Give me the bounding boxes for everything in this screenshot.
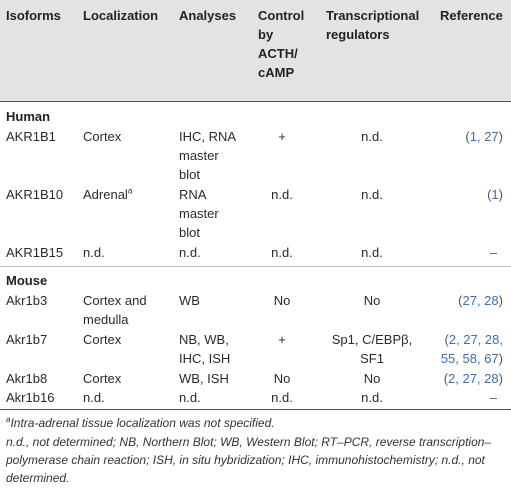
row-transcriptional: n.d.: [361, 245, 383, 260]
row-localization: n.d.: [83, 245, 105, 260]
row-localization: medulla: [83, 312, 129, 327]
row-control: No: [273, 293, 291, 308]
row-localization: n.d.: [83, 390, 105, 405]
row-control: No: [273, 371, 291, 386]
row-analyses: WB, ISH: [179, 371, 229, 386]
reference-link[interactable]: 1: [491, 187, 499, 202]
row-analyses: blot: [179, 225, 200, 240]
row-transcriptional: n.d.: [361, 390, 383, 405]
row-analyses: master: [179, 206, 219, 221]
row-reference: (27, 28): [458, 293, 503, 308]
row-control: +: [278, 332, 286, 347]
table-abbreviations: n.d., not determined; NB, Northern Blot; WB, Western Blot; RT–PCR, reverse transcription–polymerase chain reaction; ISH, in situ hybridization; IHC, immunohistochemistry; n.d., not determined.: [6, 435, 492, 485]
reference-link[interactable]: 27, 28: [462, 293, 499, 308]
row-isoform: AKR1B15: [6, 245, 64, 260]
table-bottom-rule: [0, 409, 511, 410]
reference-link[interactable]: 1, 27: [469, 129, 499, 144]
table-footnote: $^a$Intra-adrenal tissue localization was not specified.: [6, 415, 275, 430]
row-analyses: n.d.: [179, 245, 201, 260]
header-localization: Localization: [83, 8, 159, 23]
row-analyses: WB: [179, 293, 200, 308]
row-control: n.d.: [271, 390, 293, 405]
row-transcriptional: No: [363, 371, 381, 386]
row-transcriptional: n.d.: [361, 187, 383, 202]
row-reference: –: [489, 245, 497, 260]
row-reference: (1): [487, 187, 503, 202]
row-isoform: AKR1B10: [6, 187, 64, 202]
row-analyses: blot: [179, 167, 200, 182]
header-transcriptional-line1: Transcriptional: [326, 8, 420, 23]
header-control-line1: Control: [258, 8, 305, 23]
row-localization: Adrenal$^a$: [83, 186, 133, 202]
row-reference: –: [489, 390, 497, 405]
row-analyses: IHC, RNA: [179, 129, 237, 144]
row-localization: Cortex: [83, 332, 122, 347]
row-isoform: AKR1B1: [6, 129, 56, 144]
row-isoform: Akr1b8: [6, 371, 48, 386]
header-divider: [0, 101, 511, 102]
reference-link[interactable]: 55, 58, 67: [440, 351, 499, 366]
table-header: [0, 0, 511, 101]
header-control-line2: by: [258, 27, 274, 42]
header-reference: Reference: [440, 8, 503, 23]
row-control: n.d.: [271, 187, 293, 202]
header-isoforms: Isoforms: [6, 8, 61, 23]
row-reference: (2, 27, 28,: [444, 332, 503, 347]
row-transcriptional: No: [363, 293, 381, 308]
row-analyses: IHC, ISH: [179, 351, 231, 366]
row-reference: (1, 27): [465, 129, 503, 144]
reference-link[interactable]: 2, 27, 28: [448, 371, 499, 386]
row-reference: 55, 58, 67): [440, 351, 503, 366]
row-reference: (2, 27, 28): [443, 371, 503, 386]
row-transcriptional: n.d.: [361, 129, 383, 144]
group-label-mouse: Mouse: [6, 273, 48, 288]
group-divider: [0, 266, 511, 267]
row-transcriptional: Sp1, C/EBPβ,: [331, 332, 413, 347]
row-isoform: Akr1b16: [6, 390, 55, 405]
row-localization: Cortex: [83, 371, 122, 386]
row-isoform: Akr1b3: [6, 293, 48, 308]
header-control-line4: cAMP: [258, 65, 295, 80]
footnote-marker: a: [127, 186, 133, 196]
row-analyses: master: [179, 148, 219, 163]
reference-link[interactable]: 2, 27, 28,: [448, 332, 503, 347]
header-analyses: Analyses: [179, 8, 237, 23]
row-transcriptional: SF1: [360, 351, 384, 366]
row-analyses: NB, WB,: [179, 332, 229, 347]
header-transcriptional-line2: regulators: [326, 27, 390, 42]
row-isoform: Akr1b7: [6, 332, 48, 347]
row-control: +: [278, 129, 286, 144]
row-localization: Cortex and: [83, 293, 147, 308]
row-analyses: n.d.: [179, 390, 201, 405]
row-analyses: RNA: [179, 187, 207, 202]
row-localization: Cortex: [83, 129, 122, 144]
row-control: n.d.: [271, 245, 293, 260]
header-control-line3: ACTH/: [258, 46, 298, 61]
group-label-human: Human: [6, 109, 51, 124]
